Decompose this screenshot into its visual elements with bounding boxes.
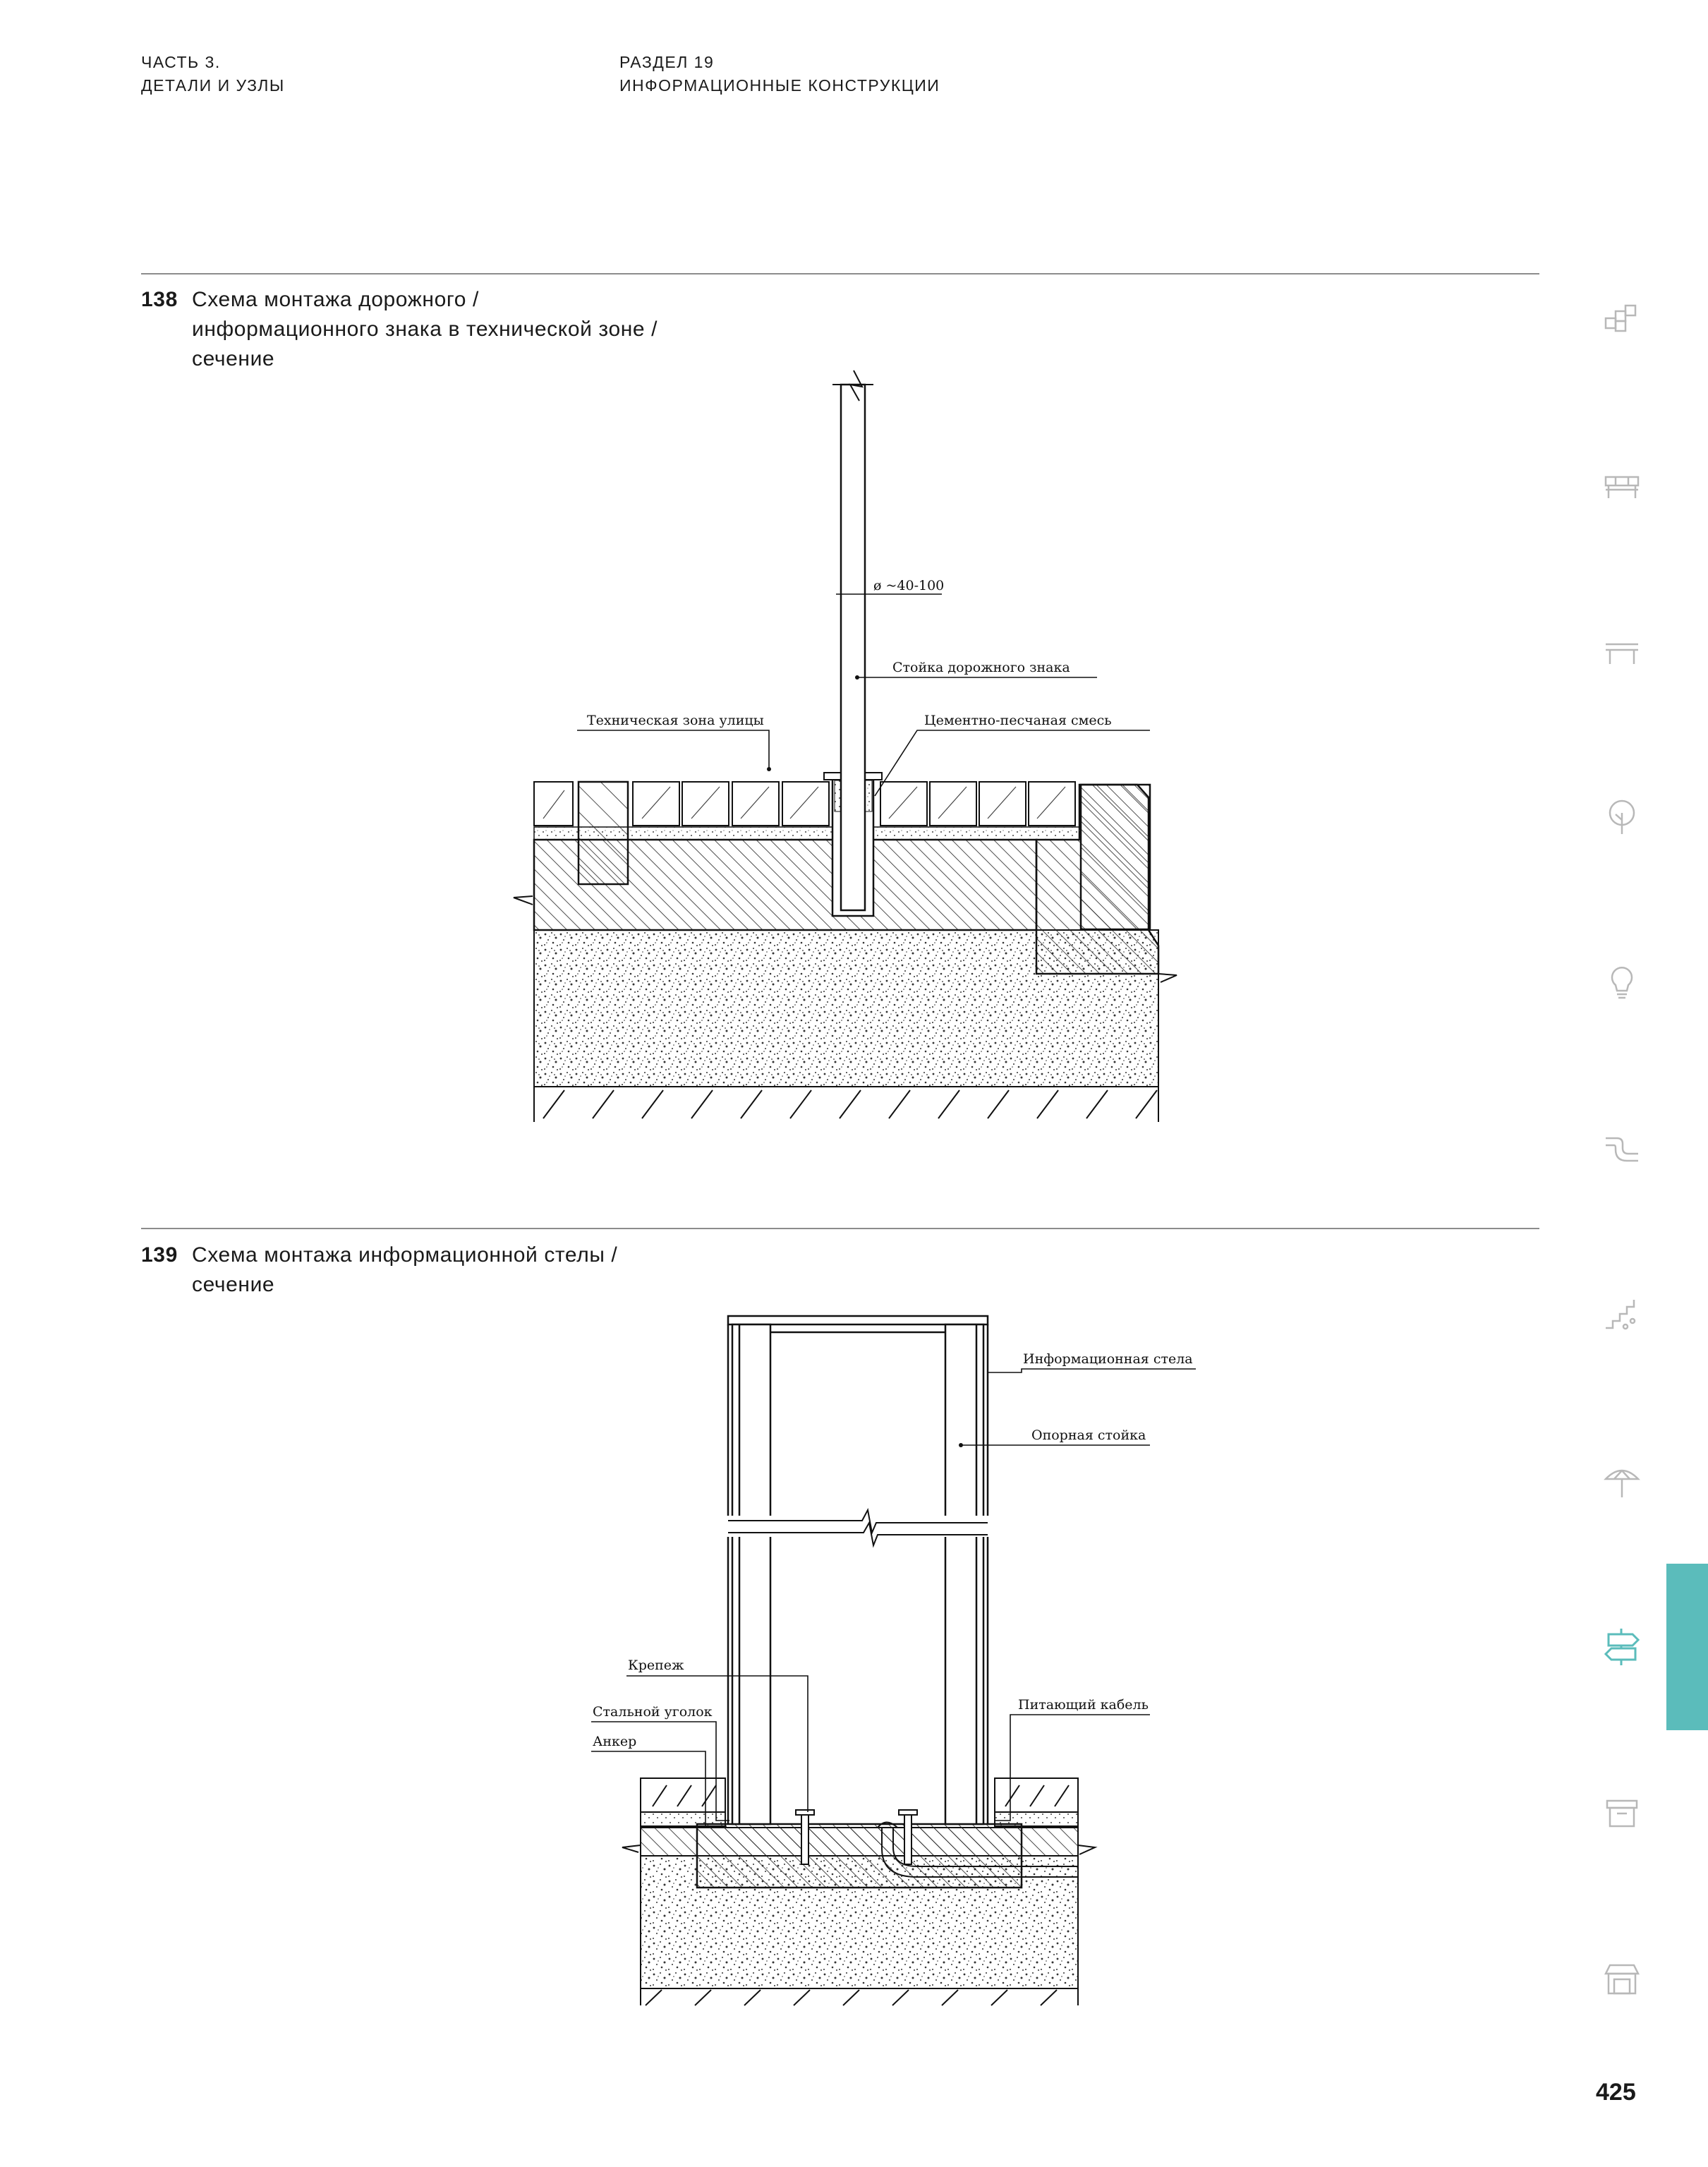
figure-139-divider [141, 1228, 1539, 1229]
fig139-angle-label: Стальной уголок [593, 1704, 713, 1720]
fig138-diameter-label: ø ~40-100 [873, 578, 945, 593]
fig139-support-leader-dot [959, 1443, 963, 1447]
fig139-support-label: Опорная стойка [1031, 1427, 1146, 1443]
figure-138-title-line-3: сечение [192, 347, 275, 370]
figure-138-title-line-2: информационного знака в технической зоне / [192, 318, 658, 341]
fig138-post-leader-dot [855, 675, 859, 680]
fig139-cable-label: Питающий кабель [1018, 1697, 1149, 1713]
fig139-break-mark-right [1078, 1845, 1095, 1854]
fig138-break-mark-left [514, 896, 533, 905]
fig139-soil [641, 1988, 1078, 2005]
part-line-2: ДЕТАЛИ И УЗЛЫ [141, 76, 285, 95]
section-line-1: РАЗДЕЛ 19 [619, 53, 715, 71]
bench-icon [1601, 466, 1642, 507]
signpost-icon [1601, 1626, 1642, 1667]
fig139-paving [641, 1778, 1078, 1826]
fig139-stele [728, 1316, 988, 1824]
stairs-icon [1601, 1293, 1642, 1334]
fig139-foundation [697, 1824, 1022, 1888]
figure-138-title-line-1: Схема монтажа дорожного / [192, 288, 479, 311]
fig139-fastener-label: Крепеж [628, 1658, 684, 1673]
fig139-break-gap [720, 1516, 996, 1537]
fig139-break-mark-left [622, 1845, 641, 1852]
figure-139-number: 139 [141, 1243, 178, 1267]
table-icon [1601, 632, 1642, 672]
fig138-curb-stone [1081, 785, 1150, 929]
fig138-soil [534, 1087, 1158, 1122]
section-tab-marker [1666, 1564, 1708, 1730]
lamp-icon [1601, 961, 1642, 1002]
fig138-edge-stone [579, 782, 628, 884]
fig138-mix-label: Цементно-песчаная смесь [924, 713, 1112, 728]
fig139-stele-label: Информационная стела [1023, 1351, 1193, 1367]
fig139-anchor-label: Анкер [593, 1734, 637, 1749]
page-number: 425 [1596, 2079, 1636, 2106]
umbrella-icon [1601, 1459, 1642, 1500]
figure-138-number: 138 [141, 288, 178, 311]
pipe-icon [1601, 1127, 1642, 1168]
figure-139-title-line-1: Схема монтажа информационной стелы / [192, 1243, 618, 1267]
fig138-zone-leader-dot [767, 767, 771, 771]
blocks-icon [1601, 300, 1642, 341]
section-line-2: ИНФОРМАЦИОННЫЕ КОНСТРУКЦИИ [619, 76, 940, 95]
figure-139-title-line-2: сечение [192, 1273, 275, 1296]
fig138-break-mark-right [1158, 974, 1177, 982]
fig138-post-label: Стойка дорожного знака [892, 660, 1070, 675]
kiosk-icon [1601, 1958, 1642, 1999]
figure-139-drawing [0, 1270, 1708, 2046]
bin-icon [1601, 1791, 1642, 1832]
tree-icon [1601, 796, 1642, 837]
fig138-tech-zone-label: Техническая зона улицы [587, 713, 764, 728]
part-line-1: ЧАСТЬ 3. [141, 53, 221, 71]
